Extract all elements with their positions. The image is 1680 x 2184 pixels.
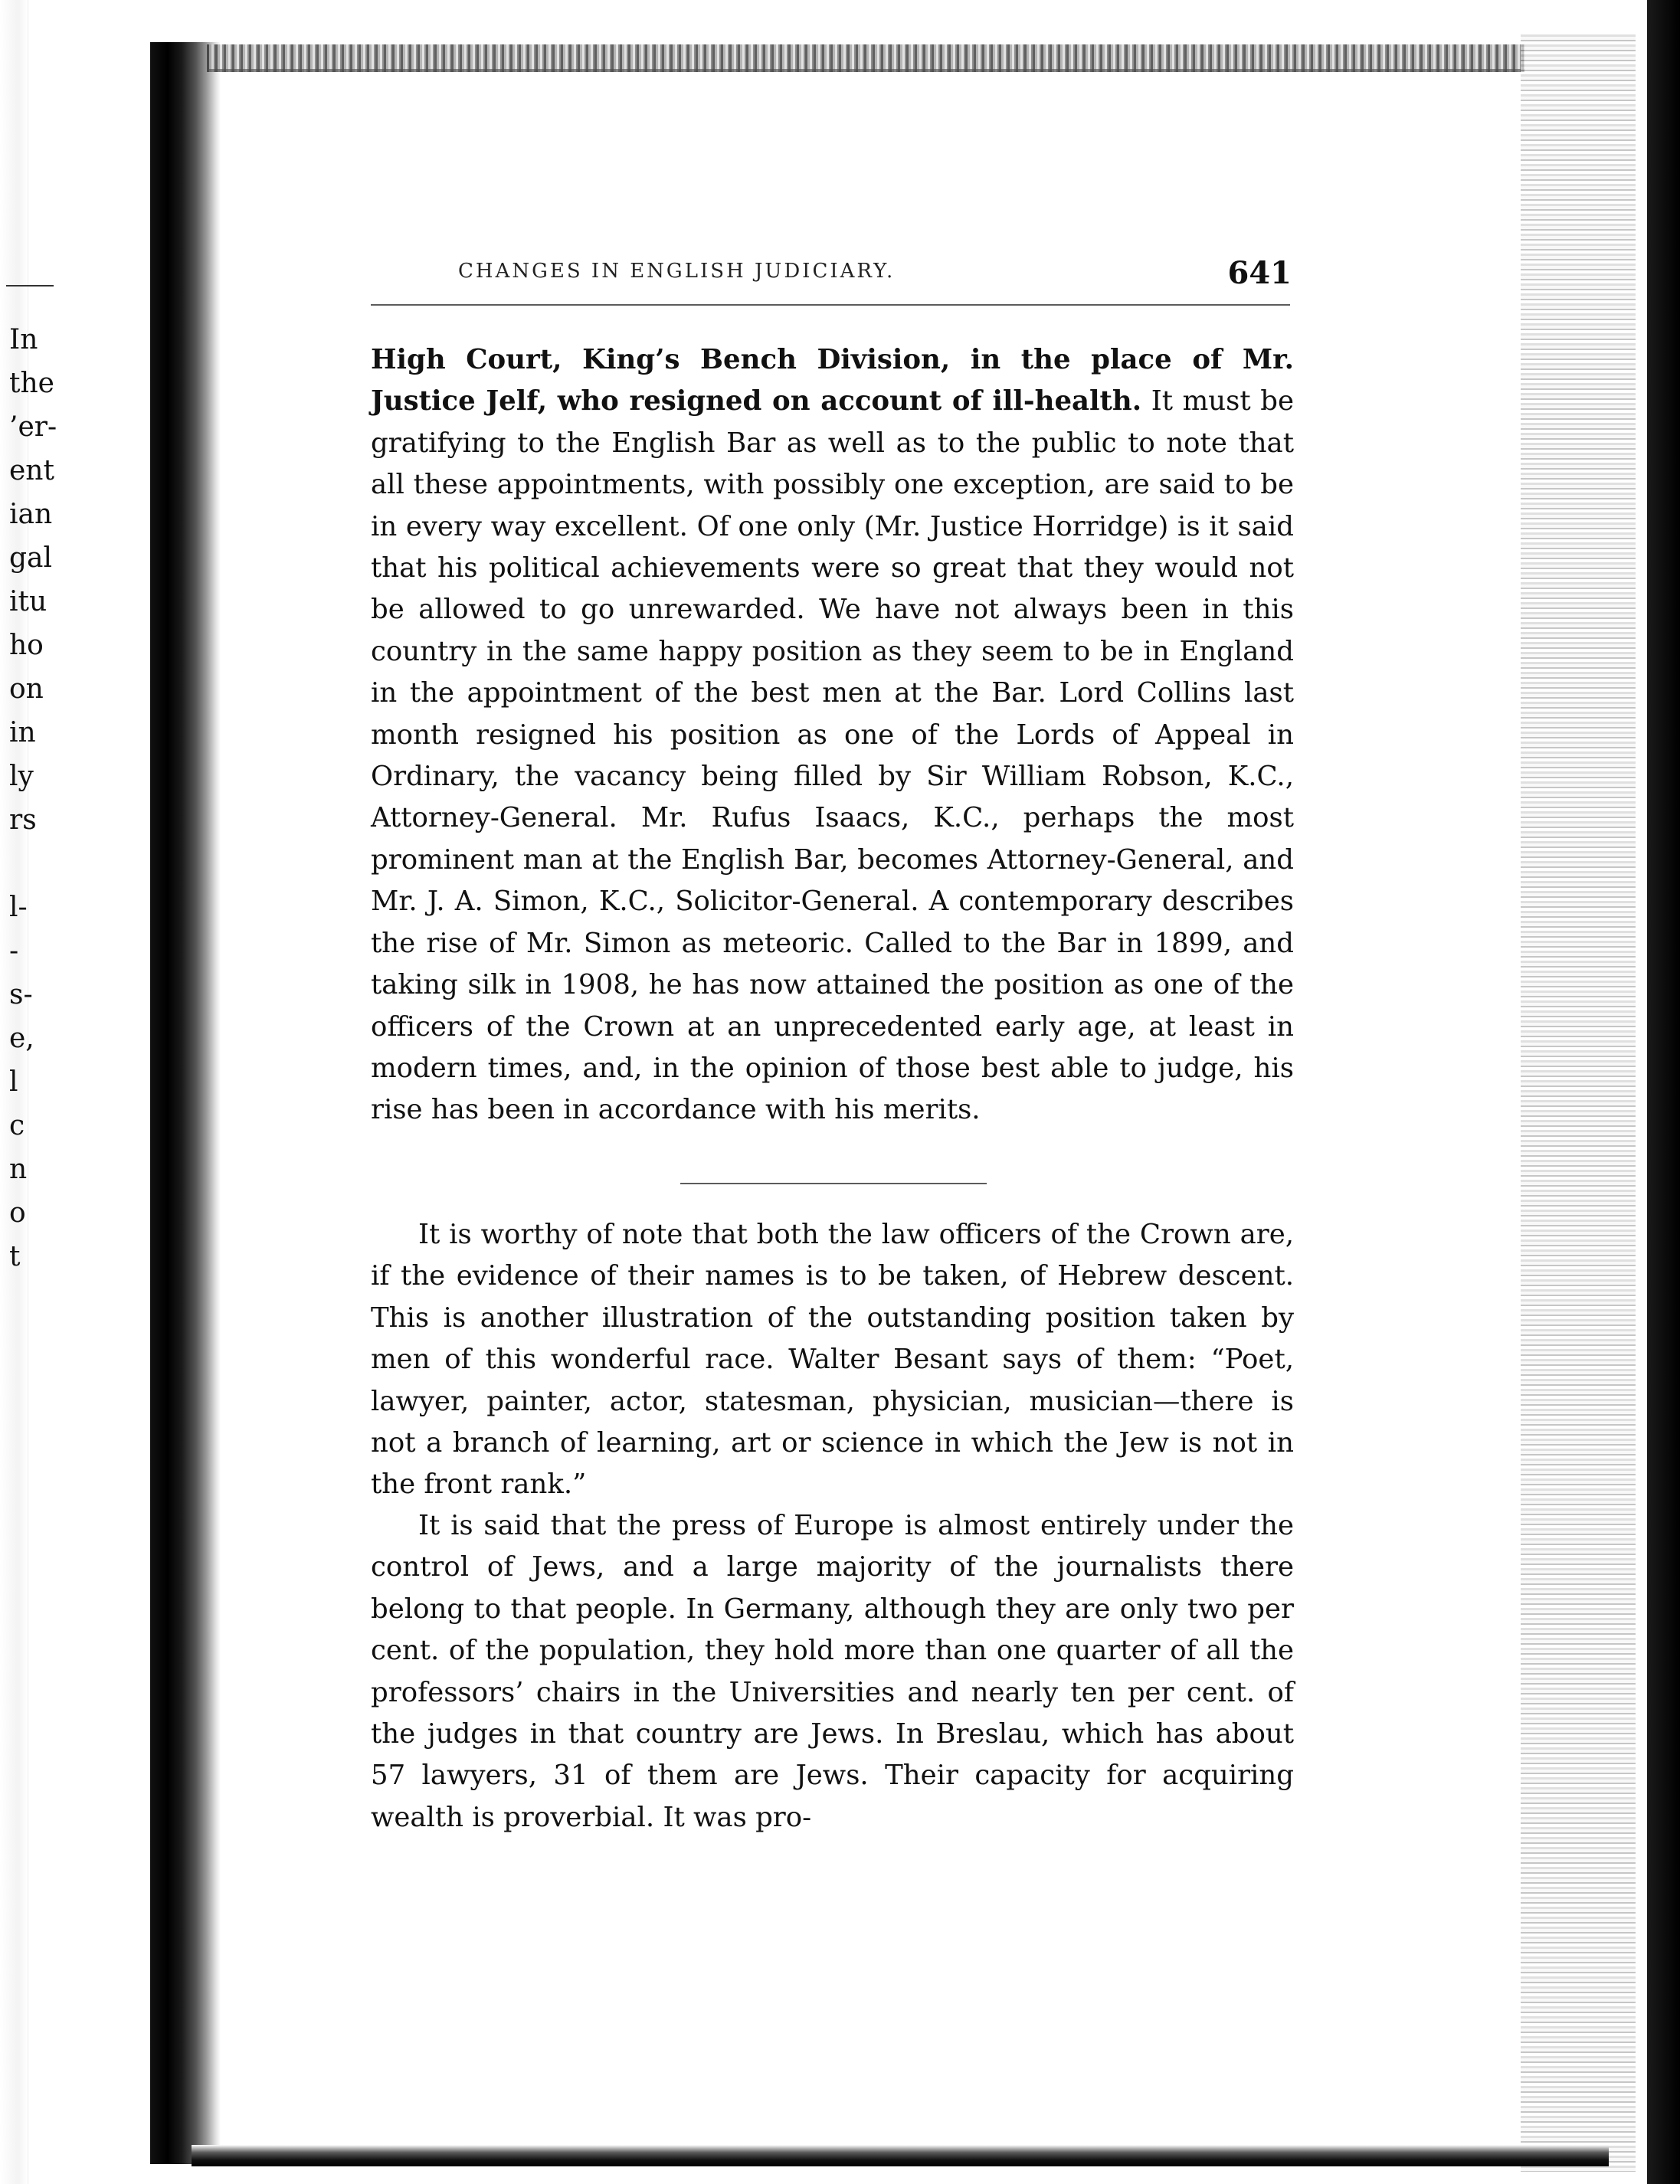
previous-page-fragment: itu <box>9 586 47 617</box>
paragraph-3-text: It is said that the press of Europe is almost entirely under the control of Jews, and a large majority of the journalists there belong to that people. In Germany, although they are only two per cent. of the population, they hold more than one quarter of all the professors’ chairs in the Universities and nearly ten per cent. of the judges in that country are Jews. In Breslau, which has about 57 lawyers, 31 of them are Jews. Their capacity for acquiring wealth is proverbial. It was pro- <box>371 1510 1294 1833</box>
previous-page-fragment: ly <box>9 761 34 792</box>
book-spine-shadow <box>150 42 221 2164</box>
scan-bottom-edge <box>192 2145 1609 2166</box>
section-divider <box>680 1183 987 1184</box>
previous-page-fragment: gal <box>9 542 53 574</box>
previous-page-fragment: s- <box>9 979 33 1010</box>
scan-top-edge <box>207 44 1524 72</box>
page-stack-edge <box>1521 34 1636 2172</box>
previous-page-fragment: ian <box>9 499 53 530</box>
page-header <box>372 255 1292 301</box>
previous-page-fragment: e, <box>9 1023 34 1054</box>
previous-page-fragment <box>9 842 57 886</box>
paragraph-1 <box>371 339 1294 1131</box>
paragraph-2-text: It is worthy of note that both the law officers of the Crown are, if the evidence of their names is to be taken, of Hebrew descent. This is another illustration of the outstanding position taken by men of this wonderful race. Walter Besant says of them: “Poet, lawyer, painter, actor, statesman, physician, musician—there is not a branch of learning, art or science in which the Jew is not in the front rank.” <box>371 1219 1294 1501</box>
previous-page-fragment: - <box>9 935 19 967</box>
scan-right-border <box>1647 0 1680 2184</box>
previous-page-fragment: ho <box>9 630 44 661</box>
header-rule <box>371 304 1290 306</box>
page-number: 641 <box>1227 255 1292 291</box>
previous-page-edge-text <box>9 318 57 1279</box>
paragraph-1-text: It must be gratifying to the English Bar as well as to the public to note that all these appointments, with possibly one exception, are said to be in every way excellent. Of one only (Mr. Justice Horridge) is it said that his political achievements were so great that they would not be allowed to go unrewarded. We have not always been in this country in the same happy position as they seem to be in England in the appointment of the best men at the Bar. Lord Collins last month resigned his position as one of the Lords of Appeal in Ordinary, the vacancy being filled by Sir William Robson, K.C., Attorney-General. Mr. Rufus Isaacs, K.C., perhaps the most prominent man at the English Bar, becomes Attorney-General, and Mr. J. A. Simon, K.C., Solicitor-General. A contemporary describes the rise of Mr. Simon as meteoric. Called to the Bar in 1899, and taking silk in 1908, he has now attained the position as one of the officers of the Crown at an unprecedented early age, at least in modern times, and, in the opinion of those best able to judge, his rise has been in accordance with his merits. <box>371 385 1294 1126</box>
previous-page-fragment: o <box>9 1197 26 1229</box>
previous-page-fragment: ent <box>9 455 54 486</box>
previous-page-fragment: on <box>9 673 44 705</box>
previous-page-fragment: n <box>9 1154 28 1185</box>
previous-page-fragment: the <box>9 368 54 399</box>
previous-page-fragment: l- <box>9 892 28 923</box>
paragraph-2 <box>371 1214 1294 1506</box>
previous-page-fragment: In <box>9 324 38 355</box>
previous-page-rule <box>6 285 54 287</box>
scan-top-line <box>207 69 1524 72</box>
previous-page-fragment: c <box>9 1110 25 1141</box>
paragraph-1-lead: High Court, King’s Bench Division, in the place of Mr. Justice Jelf, who resigned on account of ill-health. <box>371 344 1294 417</box>
previous-page-fragment: rs <box>9 804 37 836</box>
previous-page-fragment: in <box>9 717 36 748</box>
running-head: CHANGES IN ENGLISH JUDICIARY. <box>458 260 896 283</box>
previous-page-fragment: ’er- <box>9 411 57 443</box>
paragraph-3 <box>371 1505 1294 1839</box>
previous-page-fragment: l <box>9 1066 18 1098</box>
previous-page-fragment: t <box>9 1241 21 1272</box>
